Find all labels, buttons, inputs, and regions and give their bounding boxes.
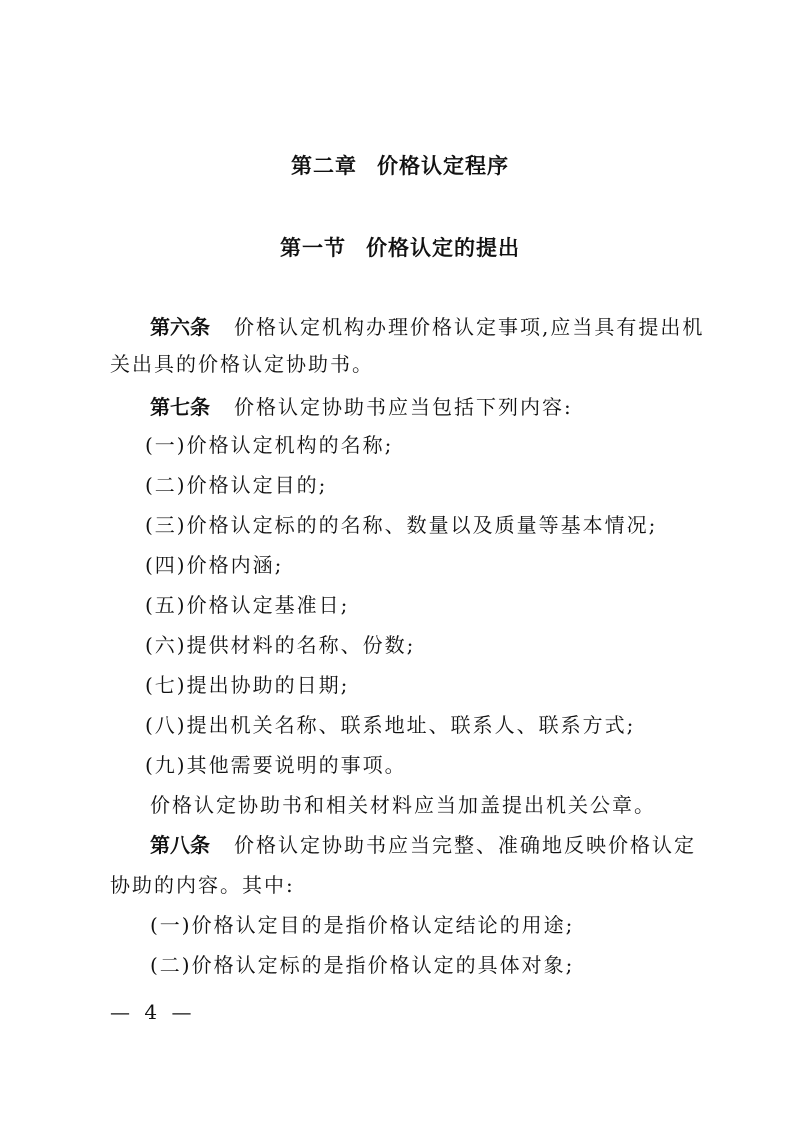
- article7-line1: [150, 394, 573, 420]
- article7-item: (七)提出协助的日期;: [145, 673, 350, 697]
- article7-item: (五)价格认定基准日;: [145, 593, 350, 617]
- article7-item: (四)价格内涵;: [145, 553, 284, 577]
- article7-label: 第七条: [150, 395, 210, 419]
- article8-item: (一)价格认定目的是指价格认定结论的用途;: [150, 913, 575, 937]
- article6-label: 第六条: [150, 315, 210, 339]
- section-heading: [0, 232, 800, 262]
- article8-line2: 协助的内容。其中:: [110, 873, 295, 897]
- article7-item: (一)价格认定机构的名称;: [145, 433, 394, 457]
- chapter-heading: [0, 150, 800, 180]
- article6-line2: 关出具的价格认定协助书。: [110, 352, 374, 376]
- chapter-title: 价格认定程序: [377, 154, 509, 178]
- chapter-number: 第二章: [291, 154, 357, 178]
- section-title: 价格认定的提出: [366, 236, 520, 260]
- article7-item: (三)价格认定标的的名称、数量以及质量等基本情况;: [145, 513, 658, 537]
- article7-item: (九)其他需要说明的事项。: [145, 753, 407, 777]
- article7-text: 价格认定协助书应当包括下列内容:: [234, 395, 573, 419]
- section-number: 第一节: [280, 236, 346, 260]
- article6-line1: [150, 314, 704, 340]
- article8-text: 价格认定协助书应当完整、准确地反映价格认定: [234, 833, 696, 857]
- article7-item: (八)提出机关名称、联系地址、联系人、联系方式;: [145, 713, 636, 737]
- article7-closing: 价格认定协助书和相关材料应当加盖提出机关公章。: [150, 793, 656, 817]
- article7-item: (六)提供材料的名称、份数;: [145, 633, 416, 657]
- article6-text: 价格认定机构办理价格认定事项,应当具有提出机: [234, 315, 705, 339]
- article8-label: 第八条: [150, 833, 210, 857]
- page-number: — 4 —: [110, 1000, 196, 1024]
- article7-item: (二)价格认定目的;: [145, 473, 328, 497]
- article8-item: (二)价格认定标的是指价格认定的具体对象;: [150, 953, 575, 977]
- article8-line1: [150, 832, 696, 858]
